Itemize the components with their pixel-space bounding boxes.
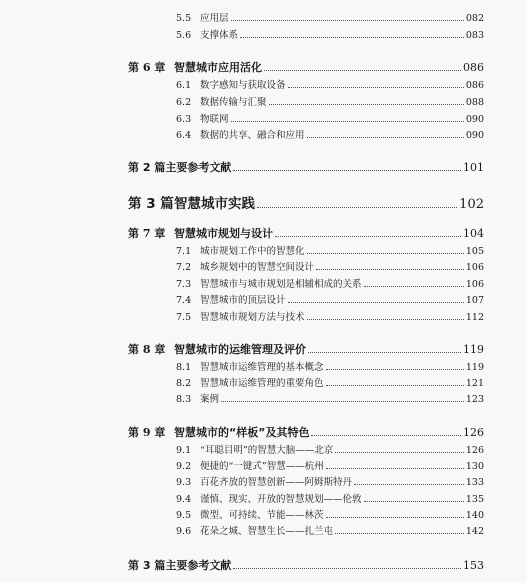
toc-part-2-references[interactable] — [128, 159, 484, 175]
section-number: 9.2 — [176, 461, 192, 472]
toc-entry-7-5[interactable] — [176, 309, 484, 323]
page-number: 140 — [465, 510, 484, 521]
page-number: 119 — [465, 362, 484, 373]
page-number: 086 — [465, 80, 484, 91]
page-number: 107 — [465, 295, 484, 306]
chapter-title: 智慧城市的运维管理及评价 — [174, 343, 306, 356]
leader-dots — [288, 87, 464, 88]
toc-entry-9-1[interactable] — [176, 442, 484, 456]
section-title: 微型、可持续、节能——林茨 — [200, 510, 324, 521]
part-number: 第 3 篇 — [128, 196, 174, 212]
page-number: 112 — [465, 312, 484, 323]
chapter-number: 第 9 章 — [128, 426, 166, 439]
toc-chapter-8[interactable] — [128, 341, 484, 357]
page-number: 133 — [465, 477, 484, 488]
leader-dots — [335, 533, 464, 534]
leader-dots — [233, 170, 461, 171]
section-number: 6.4 — [176, 130, 192, 141]
toc-entry-9-5[interactable] — [176, 507, 484, 521]
section-title: 便捷的“一键式”智慧——杭州 — [200, 461, 324, 472]
leader-dots — [316, 269, 464, 270]
section-number: 7.5 — [176, 312, 192, 323]
section-title: 谨慎、现实、开放的智慧规划——伦敦 — [200, 494, 362, 505]
section-title: 数字感知与获取设备 — [200, 80, 286, 91]
leader-dots — [288, 302, 464, 303]
section-number: 7.2 — [176, 262, 192, 273]
page-number: 126 — [465, 445, 484, 456]
page-number: 142 — [465, 526, 484, 537]
section-number: 8.3 — [176, 394, 192, 405]
toc-entry-9-3[interactable] — [176, 474, 484, 488]
section-number: 5.6 — [176, 30, 192, 41]
leader-dots — [335, 452, 464, 453]
section-number: 7.4 — [176, 295, 192, 306]
section-number: 6.2 — [176, 97, 192, 108]
section-title: 数据传输与汇聚 — [200, 97, 267, 108]
section-title: 物联网 — [200, 114, 229, 125]
section-number: 9.6 — [176, 526, 192, 537]
section-number: 6.3 — [176, 114, 192, 125]
toc-entry-6-2[interactable] — [176, 94, 484, 108]
toc-entry-8-2[interactable] — [176, 375, 484, 389]
section-title: 支撑体系 — [200, 30, 239, 41]
page-number: 121 — [465, 378, 484, 389]
section-number: 9.3 — [176, 477, 192, 488]
references-title: 第 2 篇主要参考文献 — [128, 161, 232, 174]
section-number: 5.5 — [176, 13, 192, 24]
toc-entry-6-3[interactable] — [176, 111, 484, 125]
section-title: 智慧城市的顶层设计 — [200, 295, 286, 306]
chapter-number: 第 7 章 — [128, 227, 166, 240]
section-title: “耳聪目明”的智慧大脑——北京 — [200, 445, 334, 456]
leader-dots — [269, 104, 464, 105]
page-number: 101 — [463, 161, 484, 174]
leader-dots — [326, 385, 464, 386]
toc-entry-5-6[interactable] — [176, 27, 484, 41]
toc-entry-7-3[interactable] — [176, 276, 484, 290]
section-title: 数据的共享、融合和应用 — [200, 130, 305, 141]
section-title: 智慧城市运维管理的重要角色 — [200, 378, 324, 389]
leader-dots — [326, 369, 464, 370]
leader-dots — [264, 70, 461, 71]
leader-dots — [308, 352, 461, 353]
leader-dots — [257, 207, 457, 208]
toc-entry-8-3[interactable] — [176, 391, 484, 405]
page-number: 135 — [465, 494, 484, 505]
page-number: 086 — [463, 61, 484, 74]
references-title: 第 3 篇主要参考文献 — [128, 559, 232, 572]
toc-entry-9-2[interactable] — [176, 458, 484, 472]
page-number: 153 — [463, 559, 484, 572]
section-title: 百花齐放的智慧创新——阿姆斯特丹 — [200, 477, 353, 488]
toc-entry-9-6[interactable] — [176, 523, 484, 537]
leader-dots — [364, 286, 464, 287]
page-number: 102 — [459, 197, 484, 212]
leader-dots — [221, 401, 464, 402]
toc-part-3-references[interactable] — [128, 557, 484, 573]
chapter-title: 智慧城市应用活化 — [174, 61, 262, 74]
toc-entry-9-4[interactable] — [176, 491, 484, 505]
leader-dots — [307, 253, 464, 254]
toc-entry-7-1[interactable] — [176, 243, 484, 257]
leader-dots — [326, 468, 464, 469]
leader-dots — [364, 501, 464, 502]
section-title: 智慧城市规划方法与技术 — [200, 312, 305, 323]
chapter-number: 第 6 章 — [128, 61, 166, 74]
leader-dots — [326, 517, 464, 518]
section-title: 智慧城市与城市规划是相辅相成的关系 — [200, 279, 362, 290]
chapter-number: 第 8 章 — [128, 343, 166, 356]
leader-dots — [311, 435, 461, 436]
toc-chapter-6[interactable] — [128, 59, 484, 75]
chapter-title: 智慧城市的“样板”及其特色 — [174, 426, 310, 439]
section-title: 花朵之城、智慧生长——扎兰屯 — [200, 526, 334, 537]
leader-dots — [354, 484, 464, 485]
section-number: 7.1 — [176, 246, 192, 257]
leader-dots — [233, 568, 461, 569]
leader-dots — [231, 121, 464, 122]
page-number: 126 — [463, 426, 484, 439]
page-number: 090 — [465, 130, 484, 141]
page-number: 106 — [465, 279, 484, 290]
page-number: 082 — [465, 13, 484, 24]
toc-entry-6-4[interactable] — [176, 127, 484, 141]
page-number: 088 — [465, 97, 484, 108]
section-number: 8.1 — [176, 362, 192, 373]
section-number: 9.5 — [176, 510, 192, 521]
section-title: 应用层 — [200, 13, 229, 24]
toc-entry-8-1[interactable] — [176, 359, 484, 373]
leader-dots — [275, 236, 461, 237]
section-number: 9.4 — [176, 494, 192, 505]
leader-dots — [307, 319, 464, 320]
section-number: 6.1 — [176, 80, 192, 91]
page-number: 119 — [463, 343, 484, 356]
toc-entry-5-5[interactable] — [176, 10, 484, 24]
section-number: 8.2 — [176, 378, 192, 389]
toc-chapter-7[interactable] — [128, 225, 484, 241]
page-number: 083 — [465, 30, 484, 41]
leader-dots — [307, 137, 464, 138]
page-number: 090 — [465, 114, 484, 125]
part-title: 智慧城市实践 — [174, 196, 255, 212]
toc-chapter-9[interactable] — [128, 424, 484, 440]
chapter-title: 智慧城市规划与设计 — [174, 227, 273, 240]
page-number: 106 — [465, 262, 484, 273]
section-number: 7.3 — [176, 279, 192, 290]
section-title: 城乡规划中的智慧空间设计 — [200, 262, 315, 273]
section-title: 案例 — [200, 394, 220, 405]
leader-dots — [240, 37, 464, 38]
toc-entry-6-1[interactable] — [176, 77, 484, 91]
leader-dots — [231, 20, 464, 21]
page-number: 104 — [463, 227, 484, 240]
toc-entry-7-2[interactable] — [176, 259, 484, 273]
page-number: 130 — [465, 461, 484, 472]
toc-entry-7-4[interactable] — [176, 292, 484, 306]
page-number: 105 — [465, 246, 484, 257]
section-title: 智慧城市运维管理的基本概念 — [200, 362, 324, 373]
toc-part-3[interactable] — [128, 192, 484, 212]
page-number: 123 — [465, 394, 484, 405]
section-title: 城市规划工作中的智慧化 — [200, 246, 305, 257]
section-number: 9.1 — [176, 445, 192, 456]
